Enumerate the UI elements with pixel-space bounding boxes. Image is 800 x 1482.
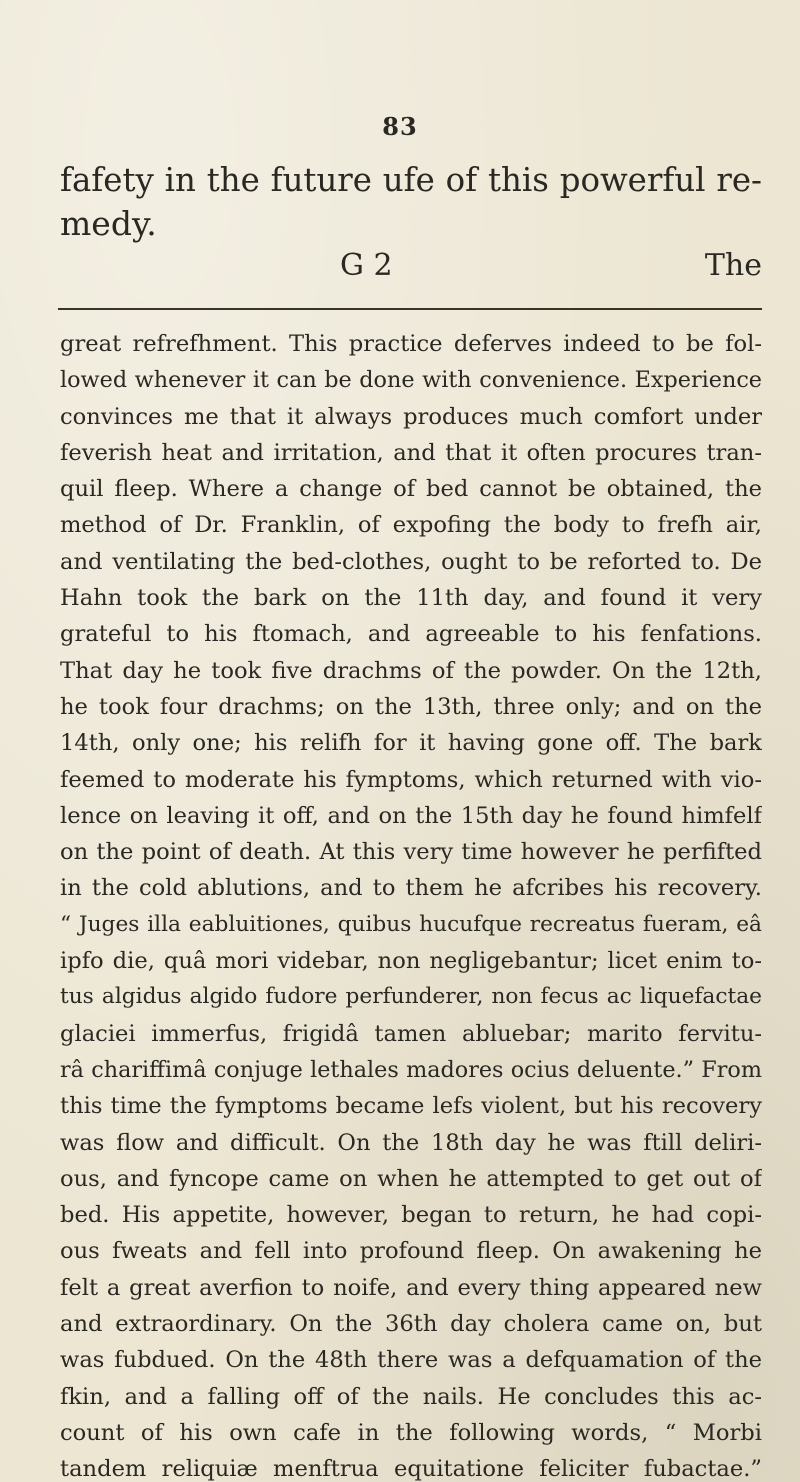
- text-line: râ chariffimâ conjuge lethales madores ocius deluente.” From: [60, 1056, 762, 1083]
- text-line: feemed to moderate his fymptoms, which returned with vio-: [60, 766, 762, 793]
- text-line: tus algidus algido fudore perfunderer, non fecus ac liquefactae: [60, 984, 762, 1010]
- text-line: great refrefhment. This practice deferves indeed to be fol-: [60, 331, 762, 357]
- text-line: bed. His appetite, however, began to return, he had copi-: [60, 1202, 762, 1229]
- continuation-line: medy.: [60, 204, 157, 243]
- continuation-text: [60, 158, 762, 246]
- text-line: glaciei immerfus, frigidâ tamen abluebar; marito fervitu-: [60, 1020, 762, 1047]
- continuation-line: fafety in the future ufe of this powerful re-: [60, 161, 762, 199]
- text-line: method of Dr. Franklin, of expofing the body to frefh air,: [60, 512, 762, 539]
- text-line: ipfo die, quâ mori videbar, non negligebantur; licet enim to-: [60, 948, 762, 975]
- signature-mark: G 2: [340, 248, 393, 283]
- text-line: in the cold ablutions, and to them he afcribes his recovery.: [60, 875, 762, 902]
- signature-row: [60, 248, 762, 282]
- page-number: 83: [382, 112, 418, 141]
- text-line: was fubdued. On the 48th there was a defquamation of the: [60, 1347, 762, 1374]
- text-line: tandem reliquiæ menftrua equitatione feliciter fubactae.”: [60, 1456, 762, 1482]
- text-line: “ Juges illa eabluitiones, quibus hucufque recreatus fueram, eâ: [60, 911, 762, 937]
- text-line: he took four drachms; on the 13th, three only; and on the: [60, 693, 762, 720]
- text-line: That day he took five drachms of the powder. On the 12th,: [60, 657, 762, 684]
- text-line: was flow and difficult. On the 18th day he was ftill deliri-: [60, 1129, 762, 1156]
- text-line: fkin, and a falling off of the nails. He concludes this ac-: [60, 1383, 762, 1410]
- text-line: and ventilating the bed-clothes, ought to be reforted to. De: [60, 548, 762, 575]
- text-line: this time the fymptoms became lefs violent, but his recovery: [60, 1093, 762, 1120]
- body-text: [60, 326, 762, 1482]
- text-line: feverish heat and irritation, and that it often procures tran-: [60, 439, 762, 466]
- text-line: lowed whenever it can be done with convenience. Experience: [60, 367, 762, 394]
- text-line: Hahn took the bark on the 11th day, and found it very: [60, 585, 762, 612]
- section-rule: [58, 308, 762, 310]
- text-line: count of his own cafe in the following words, “ Morbi: [60, 1419, 762, 1446]
- text-line: on the point of death. At this very time however he perfifted: [60, 839, 762, 866]
- text-line: quil fleep. Where a change of bed cannot be obtained, the: [60, 476, 762, 503]
- text-line: and extraordinary. On the 36th day cholera came on, but: [60, 1311, 762, 1338]
- text-line: ous, and fyncope came on when he attempted to get out of: [60, 1165, 762, 1192]
- text-line: 14th, only one; his relifh for it having gone off. The bark: [60, 730, 762, 757]
- text-line: lence on leaving it off, and on the 15th day he found himfelf: [60, 802, 762, 829]
- text-line: grateful to his ftomach, and agreeable to his fenfations.: [60, 621, 762, 648]
- text-line: felt a great averfion to noife, and every thing appeared new: [60, 1274, 762, 1301]
- text-line: ous fweats and fell into profound fleep. On awakening he: [60, 1238, 762, 1265]
- text-line: convinces me that it always produces much comfort under: [60, 403, 762, 430]
- catchword: The: [704, 248, 762, 283]
